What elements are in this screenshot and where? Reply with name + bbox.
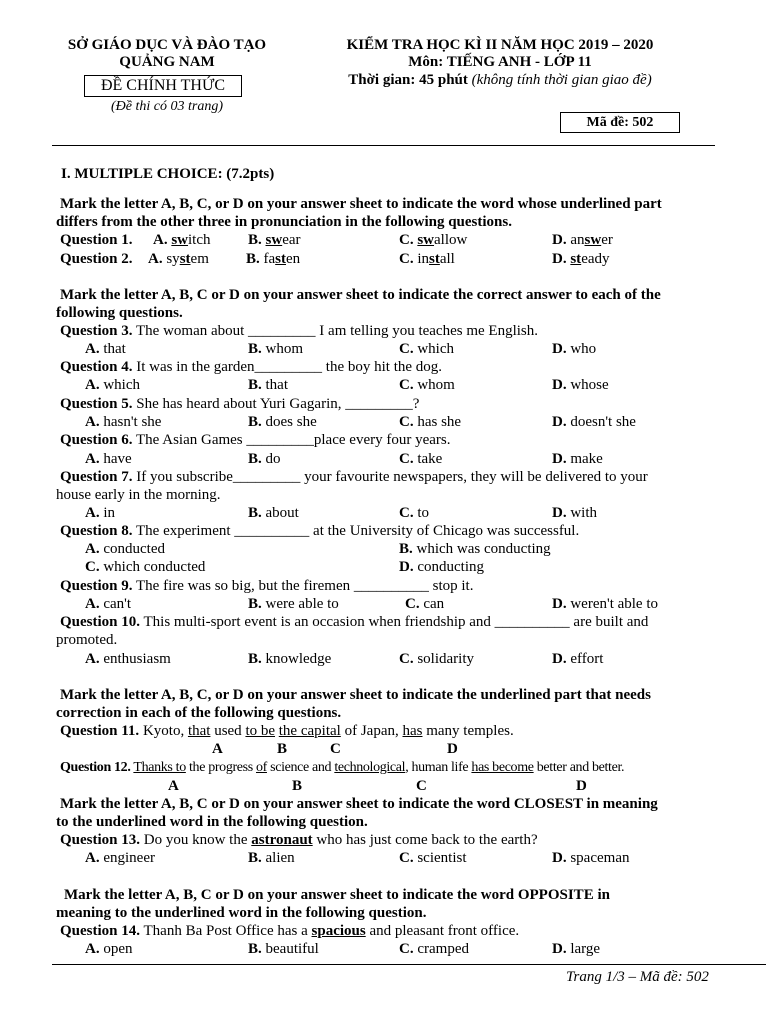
option-text: make <box>570 451 603 467</box>
q5-option-c[interactable] <box>399 413 461 431</box>
q2-option-b[interactable] <box>246 250 300 268</box>
instruction-3-line-1: Mark the letter A, B, C, or D on your answer sheet to indicate the underlined part that needs <box>60 687 651 703</box>
option-letter: D. <box>552 596 567 612</box>
option-text: who <box>570 341 597 357</box>
q1-option-c[interactable] <box>399 231 467 249</box>
question-label: Question 3. <box>60 323 133 339</box>
q3-option-c[interactable] <box>399 340 454 358</box>
option-letter: B. <box>246 251 260 267</box>
q6-option-d[interactable] <box>552 450 603 468</box>
q7-option-b[interactable] <box>248 504 299 522</box>
underlined-word: spacious <box>311 923 366 939</box>
option-letter: C. <box>399 341 414 357</box>
option-text: open <box>103 941 133 957</box>
question-3 <box>60 322 538 340</box>
time-note: (không tính thời gian giao đề) <box>471 72 652 88</box>
q14-option-b[interactable] <box>248 940 319 958</box>
q7-option-d[interactable] <box>552 504 597 522</box>
option-letter: B. <box>248 341 262 357</box>
option-letter: A. <box>153 232 168 248</box>
q2-option-d[interactable] <box>552 250 610 268</box>
question-text: , human life <box>405 760 472 775</box>
underlined-part-b[interactable]: to be <box>245 723 276 739</box>
option-text: that <box>265 377 289 393</box>
option-letter: D. <box>552 941 567 957</box>
option-letter: A. <box>85 850 100 866</box>
question-10-continued: promoted. <box>56 632 118 648</box>
q11-letter-a: A <box>212 741 223 757</box>
q3-option-d[interactable] <box>552 340 596 358</box>
instruction-1-line-2: differs from the other three in pronunciation in the following questions. <box>56 214 512 230</box>
question-label: Question 8. <box>60 523 133 539</box>
q3-option-b[interactable] <box>248 340 303 358</box>
question-label: Question 4. <box>60 359 133 375</box>
question-text: Do you know the <box>143 832 252 848</box>
q6-option-b[interactable] <box>248 450 281 468</box>
option-text: large <box>570 941 601 957</box>
option-letter: C. <box>85 559 100 575</box>
question-label: Question 5. <box>60 396 133 412</box>
option-letter: D. <box>552 451 567 467</box>
q1-option-b[interactable] <box>248 231 301 249</box>
time-label: Thời gian: 45 phút <box>348 72 468 88</box>
option-text: alien <box>265 850 295 866</box>
underlined-part-c[interactable]: technological <box>334 760 406 775</box>
option-letter: B. <box>248 414 262 430</box>
option-letter: A. <box>85 377 100 393</box>
instruction-3-line-2: correction in each of the following questions. <box>56 705 342 721</box>
option-text: conducted <box>103 541 165 557</box>
header-divider <box>52 145 715 146</box>
question-10 <box>60 613 648 631</box>
province-name: QUẢNG NAM <box>119 54 215 70</box>
option-letter: A. <box>85 596 100 612</box>
option-text: whom <box>265 341 304 357</box>
underlined-part: st <box>429 251 440 267</box>
option-text: were able to <box>265 596 339 612</box>
subject-line: Môn: TIẾNG ANH - LỚP 11 <box>408 54 592 70</box>
question-5 <box>60 395 419 413</box>
underlined-word: astronaut <box>251 832 313 848</box>
question-label: Question 10. <box>60 614 141 630</box>
option-letter: D. <box>552 341 567 357</box>
question-14 <box>60 922 519 940</box>
instruction-1-line-1: Mark the letter A, B, C, or D on your answer sheet to indicate the word whose underlined part <box>60 196 662 212</box>
question-label: Question 9. <box>60 578 133 594</box>
option-letter: D. <box>552 850 567 866</box>
question-7 <box>60 468 648 486</box>
option-text: eady <box>581 251 610 267</box>
instruction-5-line-1: Mark the letter A, B, C or D on your answer sheet to indicate the word OPPOSITE in <box>64 887 610 903</box>
option-letter: C. <box>399 505 414 521</box>
question-text: of Japan, <box>340 723 403 739</box>
option-text: which <box>103 377 141 393</box>
option-letter: B. <box>248 451 262 467</box>
question-text: It was in the garden_________ the boy hit the dog. <box>136 359 443 375</box>
option-text: do <box>265 451 281 467</box>
option-text: doesn't she <box>570 414 636 430</box>
option-text: to <box>417 505 430 521</box>
q4-option-a[interactable] <box>85 376 140 394</box>
option-text: in <box>103 505 116 521</box>
question-6 <box>60 431 450 449</box>
option-letter: B. <box>399 541 413 557</box>
q13-option-b[interactable] <box>248 849 295 867</box>
option-text: cramped <box>417 941 469 957</box>
q1-option-a[interactable] <box>153 231 211 249</box>
q4-option-d[interactable] <box>552 376 609 394</box>
option-letter: A. <box>148 251 163 267</box>
option-letter: A. <box>85 505 100 521</box>
option-letter: C. <box>399 251 414 267</box>
question-label: Question 13. <box>60 832 141 848</box>
option-letter: C. <box>399 377 414 393</box>
question-text: Thanh Ba Post Office has a <box>143 923 312 939</box>
option-text: conducting <box>417 559 484 575</box>
underlined-part: st <box>275 251 287 267</box>
option-text: has she <box>417 414 462 430</box>
option-text: whom <box>417 377 455 393</box>
option-text: have <box>103 451 132 467</box>
q13-option-c[interactable] <box>399 849 467 867</box>
option-text: fa <box>263 251 276 267</box>
question-text: better and better. <box>533 760 625 775</box>
q10-option-a[interactable] <box>85 650 171 668</box>
q3-option-a[interactable] <box>85 340 126 358</box>
underlined-part-d[interactable]: has become <box>471 760 534 775</box>
underlined-part-a[interactable]: that <box>187 723 211 739</box>
option-letter: D. <box>552 505 567 521</box>
option-letter: B. <box>248 505 262 521</box>
time-line <box>300 71 700 89</box>
question-11 <box>60 722 514 740</box>
option-letter: B. <box>248 941 262 957</box>
underlined-part: st <box>570 251 582 267</box>
option-letter: B. <box>248 850 262 866</box>
option-letter: D. <box>552 232 567 248</box>
option-letter: C. <box>399 651 414 667</box>
option-text: with <box>570 505 598 521</box>
q12-letter-b: B <box>292 778 303 794</box>
question-label: Question 6. <box>60 432 133 448</box>
question-label: Question 11. <box>60 723 140 739</box>
q9-option-c[interactable] <box>405 595 444 613</box>
option-text: can't <box>103 596 132 612</box>
option-letter: C. <box>399 414 414 430</box>
q7-option-a[interactable] <box>85 504 115 522</box>
option-text: ear <box>282 232 301 248</box>
option-text: all <box>439 251 455 267</box>
option-text: er <box>601 232 613 248</box>
q5-option-d[interactable] <box>552 413 636 431</box>
department-name: SỞ GIÁO DỤC VÀ ĐÀO TẠO <box>67 37 267 53</box>
option-letter: A. <box>85 941 100 957</box>
question-label: Question 14. <box>60 923 141 939</box>
q9-option-a[interactable] <box>85 595 131 613</box>
instruction-5-line-2: meaning to the underlined word in the following question. <box>56 905 427 921</box>
q12-letter-c: C <box>416 778 427 794</box>
q5-option-a[interactable] <box>85 413 161 431</box>
question-text: If you subscribe_________ your favourite newspapers, they will be delivered to your <box>136 469 648 485</box>
q12-letter-d: D <box>576 778 587 794</box>
option-letter: D. <box>552 251 567 267</box>
option-letter: B. <box>248 596 262 612</box>
option-text: allow <box>434 232 468 248</box>
pages-note: (Đề thi có 03 trang) <box>111 99 223 114</box>
option-text: sy <box>166 251 180 267</box>
question-text: The woman about _________ I am telling you teaches me English. <box>136 323 538 339</box>
option-letter: B. <box>248 232 262 248</box>
underlined-part-c[interactable]: the capital <box>278 723 341 739</box>
option-text: en <box>286 251 301 267</box>
option-text: can <box>423 596 445 612</box>
q10-option-b[interactable] <box>248 650 331 668</box>
question-12 <box>60 759 624 777</box>
option-letter: B. <box>248 651 262 667</box>
option-letter: C. <box>399 850 414 866</box>
option-text: whose <box>570 377 609 393</box>
underlined-part-d[interactable]: has <box>402 723 423 739</box>
q12-letter-a: A <box>168 778 179 794</box>
question-text: The fire was so big, but the firemen __________ stop it. <box>136 578 474 594</box>
exam-code-box: Mã đề: 502 <box>560 112 680 133</box>
option-text: scientist <box>417 850 467 866</box>
question-label: Question 12. <box>60 760 131 775</box>
option-letter: A. <box>85 651 100 667</box>
question-text: and pleasant front office. <box>365 923 520 939</box>
instruction-2-line-2: following questions. <box>56 305 183 321</box>
underlined-part-a[interactable]: Thanks to <box>133 760 186 775</box>
question-7-continued: house early in the morning. <box>56 487 221 503</box>
question-text: who has just come back to the earth? <box>312 832 538 848</box>
option-text: knowledge <box>265 651 332 667</box>
q11-letter-d: D <box>447 741 458 757</box>
q8-option-b[interactable] <box>399 540 551 558</box>
question-text: many temples. <box>422 723 514 739</box>
question-text: Kyoto, <box>142 723 188 739</box>
underlined-part: sw <box>265 232 283 248</box>
question-text: The experiment __________ at the University of Chicago was successful. <box>136 523 580 539</box>
option-letter: D. <box>552 651 567 667</box>
q2-option-a[interactable] <box>148 250 209 268</box>
question-text: the progress <box>185 760 256 775</box>
option-text: beautiful <box>265 941 319 957</box>
q9-option-b[interactable] <box>248 595 339 613</box>
option-text: itch <box>188 232 211 248</box>
question-text: science and <box>266 760 335 775</box>
option-letter: D. <box>552 377 567 393</box>
q11-letter-c: C <box>330 741 341 757</box>
q10-option-d[interactable] <box>552 650 603 668</box>
question-text: used <box>210 723 246 739</box>
question-text: The Asian Games _________place every four years. <box>136 432 451 448</box>
q14-option-a[interactable] <box>85 940 133 958</box>
page-footer: Trang 1/3 – Mã đề: 502 <box>566 969 709 985</box>
q5-option-b[interactable] <box>248 413 317 431</box>
option-text: which conducted <box>103 559 206 575</box>
q9-option-d[interactable] <box>552 595 658 613</box>
q2-option-c[interactable] <box>399 250 455 268</box>
q13-option-d[interactable] <box>552 849 629 867</box>
option-text: which <box>417 341 455 357</box>
underlined-part: sw <box>417 232 435 248</box>
q13-option-a[interactable] <box>85 849 155 867</box>
underlined-part-b[interactable]: of <box>256 760 267 775</box>
option-text: weren't able to <box>570 596 659 612</box>
section-title: I. MULTIPLE CHOICE: (7.2pts) <box>61 166 275 182</box>
question-4 <box>60 358 442 376</box>
option-text: hasn't she <box>103 414 162 430</box>
option-letter: A. <box>85 414 100 430</box>
question-13 <box>60 831 538 849</box>
question-text: She has heard about Yuri Gagarin, _________? <box>136 396 420 412</box>
question-text: This multi-sport event is an occasion when friendship and __________ are built and <box>143 614 649 630</box>
option-text: an <box>570 232 585 248</box>
option-text: take <box>417 451 443 467</box>
question-label: Question 7. <box>60 469 133 485</box>
option-text: engineer <box>103 850 155 866</box>
q14-option-c[interactable] <box>399 940 469 958</box>
instruction-2-line-1: Mark the letter A, B, C or D on your answer sheet to indicate the correct answer to each of the <box>60 287 661 303</box>
option-letter: D. <box>399 559 414 575</box>
option-letter: D. <box>552 414 567 430</box>
underlined-part: st <box>179 251 191 267</box>
option-letter: C. <box>399 232 414 248</box>
question-2-label: Question 2. <box>60 251 133 267</box>
option-text: about <box>265 505 299 521</box>
option-text: effort <box>570 651 604 667</box>
underlined-part: sw <box>584 232 602 248</box>
option-letter: A. <box>85 451 100 467</box>
question-9 <box>60 577 473 595</box>
option-letter: A. <box>85 541 100 557</box>
option-text: which was conducting <box>416 541 551 557</box>
option-letter: C. <box>399 451 414 467</box>
q4-option-b[interactable] <box>248 376 288 394</box>
instruction-4-line-1: Mark the letter A, B, C or D on your answer sheet to indicate the word CLOSEST in meaning <box>60 796 658 812</box>
option-letter: C. <box>405 596 420 612</box>
q8-option-a[interactable] <box>85 540 165 558</box>
q6-option-a[interactable] <box>85 450 132 468</box>
question-1-label: Question 1. <box>60 232 133 248</box>
q6-option-c[interactable] <box>399 450 442 468</box>
footer-divider <box>52 964 766 965</box>
option-text: em <box>190 251 209 267</box>
q10-option-c[interactable] <box>399 650 474 668</box>
option-text: that <box>103 341 126 357</box>
q4-option-c[interactable] <box>399 376 455 394</box>
exam-title: KIỂM TRA HỌC KÌ II NĂM HỌC 2019 – 2020 <box>346 37 654 53</box>
q8-option-c[interactable] <box>85 558 205 576</box>
option-letter: A. <box>85 341 100 357</box>
option-text: enthusiasm <box>103 651 171 667</box>
q8-option-d[interactable] <box>399 558 484 576</box>
q11-letter-b: B <box>277 741 288 757</box>
option-text: in <box>417 251 430 267</box>
option-letter: C. <box>399 941 414 957</box>
q14-option-d[interactable] <box>552 940 600 958</box>
option-text: does she <box>265 414 317 430</box>
question-8 <box>60 522 579 540</box>
official-exam-box: ĐỀ CHÍNH THỨC <box>84 75 242 97</box>
underlined-part: sw <box>171 232 189 248</box>
q1-option-d[interactable] <box>552 231 613 249</box>
instruction-4-line-2: to the underlined word in the following question. <box>56 814 368 830</box>
option-text: solidarity <box>417 651 475 667</box>
option-text: spaceman <box>570 850 630 866</box>
option-letter: B. <box>248 377 262 393</box>
q7-option-c[interactable] <box>399 504 429 522</box>
